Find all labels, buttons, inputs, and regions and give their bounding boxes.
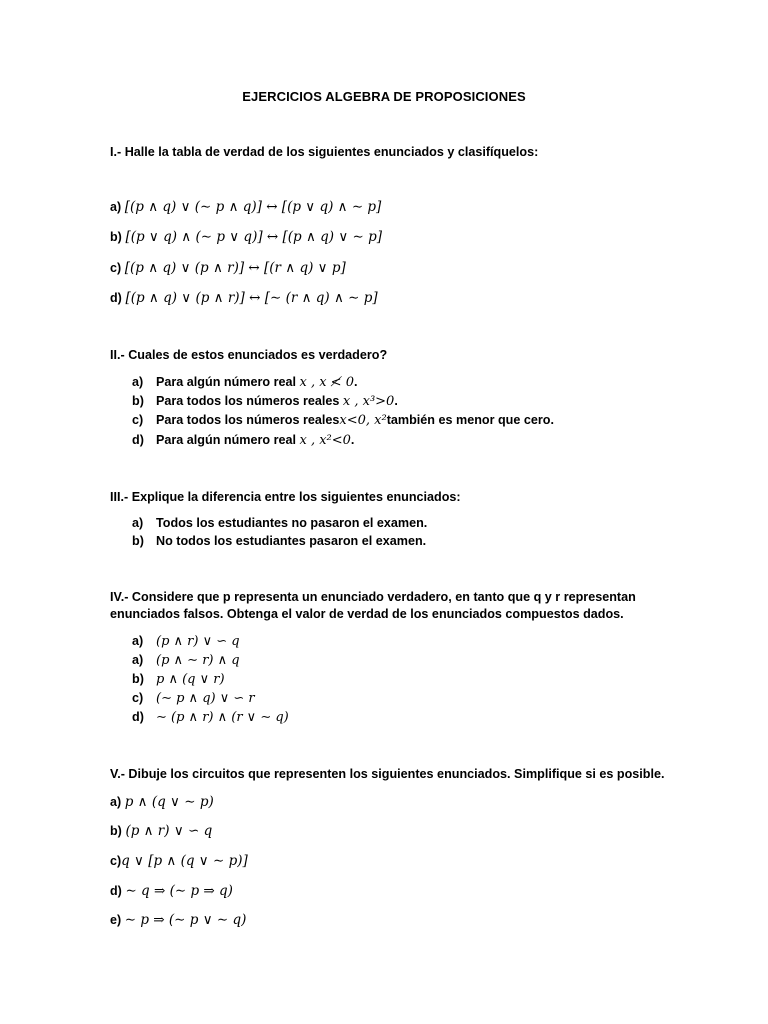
section-2-item-a (132, 375, 357, 390)
item-after: . (350, 433, 355, 447)
item-expression: ∼ p ⇒ (∼ p ∨ ∼ q) (124, 912, 247, 928)
item-text: Para algún número real (156, 375, 296, 389)
item-expression: q ∨ [p ∧ (q ∨ ∼ p)] (121, 853, 248, 869)
item-label: e) (110, 913, 122, 927)
item-label: a) (132, 516, 144, 530)
item-math: x<0, x² (339, 413, 387, 428)
section-4-item-2 (132, 653, 240, 668)
item-expression: p ∧ (q ∨ ∼ p) (124, 794, 214, 810)
item-label: a) (110, 200, 122, 214)
section-1-heading: I.- Halle la tabla de verdad de los siguientes enunciados y clasifíquelos: (110, 145, 539, 159)
item-label: b) (132, 534, 144, 548)
section-3-item-b (132, 534, 426, 548)
section-2-item-b (132, 394, 398, 409)
item-text: Para todos los números reales (156, 394, 340, 408)
section-1-item-c (110, 260, 346, 276)
item-label: c) (110, 261, 122, 275)
item-label: b) (132, 672, 144, 686)
item-math: x , x ≮ 0 (299, 375, 354, 390)
item-label: d) (110, 291, 122, 305)
item-after: también es menor que cero. (386, 413, 554, 427)
section-4-heading-line-1: IV.- Considere que p representa un enunciado verdadero, en tanto que q y r representan (110, 590, 636, 604)
item-expression: [(p ∧ q) ∨ (p ∧ r)] ↔ [(r ∧ q) ∨ p] (124, 260, 346, 276)
section-1-item-d (110, 290, 378, 306)
item-label: a) (132, 653, 144, 667)
item-label: d) (132, 710, 144, 724)
item-math: x , x³>0 (342, 394, 395, 409)
section-5-item-a (110, 794, 214, 810)
item-label: d) (132, 433, 144, 447)
section-2-item-c (132, 413, 554, 428)
item-expression: (p ∧ r) ∨ ∽ q (156, 634, 240, 649)
section-3-item-a (132, 516, 427, 530)
item-math: x , x²<0 (299, 433, 351, 448)
section-5-item-c (110, 853, 248, 869)
item-label: d) (110, 884, 122, 898)
item-text: No todos los estudiantes pasaron el examen. (156, 534, 427, 548)
item-expression: [(p ∨ q) ∧ (∼ p ∨ q)] ↔ [(p ∧ q) ∨ ∼ p] (125, 229, 383, 245)
item-label: b) (110, 230, 122, 244)
item-label: c) (132, 691, 144, 705)
item-label: c) (110, 854, 122, 868)
item-text: Todos los estudiantes no pasaron el examen. (156, 516, 428, 530)
item-expression: ∼ (p ∧ r) ∧ (r ∨ ∼ q) (156, 710, 289, 725)
item-expression: (∼ p ∧ q) ∨ ∽ r (156, 691, 255, 706)
item-label: c) (132, 413, 144, 427)
section-4-item-5 (132, 710, 289, 725)
section-2-item-d (132, 433, 354, 448)
item-expression: [(p ∧ q) ∨ (p ∧ r)] ↔ [∼ (r ∧ q) ∧ ∼ p] (125, 290, 378, 306)
item-expression: (p ∧ r) ∨ ∽ q (125, 823, 213, 839)
item-label: a) (132, 375, 144, 389)
item-expression: p ∧ (q ∨ r) (156, 672, 225, 687)
item-after: . (353, 375, 358, 389)
item-text: Para algún número real (156, 433, 296, 447)
section-4-item-4 (132, 691, 255, 706)
section-5-item-e (110, 912, 246, 928)
section-5-item-b (110, 823, 212, 839)
section-4-heading-line-2: enunciados falsos. Obtenga el valor de verdad de los enunciados compuestos dados. (110, 607, 624, 621)
section-1-item-a (110, 199, 381, 215)
section-1-item-b (110, 229, 382, 245)
section-4-item-1 (132, 634, 240, 649)
section-5-heading: V.- Dibuje los circuitos que representen los siguientes enunciados. Simplifique si es posible. (110, 767, 665, 781)
item-expression: [(p ∧ q) ∨ (∼ p ∧ q)] ↔ [(p ∨ q) ∧ ∼ p] (124, 199, 382, 215)
item-label: a) (132, 634, 144, 648)
section-4-item-3 (132, 672, 225, 687)
document-title: EJERCICIOS ALGEBRA DE PROPOSICIONES (242, 89, 526, 104)
item-expression: (p ∧ ∼ r) ∧ q (156, 653, 240, 668)
item-label: b) (132, 394, 144, 408)
section-5-item-d (110, 883, 233, 899)
section-2-heading: II.- Cuales de estos enunciados es verdadero? (110, 348, 388, 362)
item-after: . (394, 394, 398, 408)
section-3-heading: III.- Explique la diferencia entre los siguientes enunciados: (110, 490, 461, 504)
item-label: b) (110, 824, 122, 838)
item-label: a) (110, 795, 122, 809)
item-expression: ∼ q ⇒ (∼ p ⇒ q) (125, 883, 233, 899)
item-text: Para todos los números reales (156, 413, 340, 427)
